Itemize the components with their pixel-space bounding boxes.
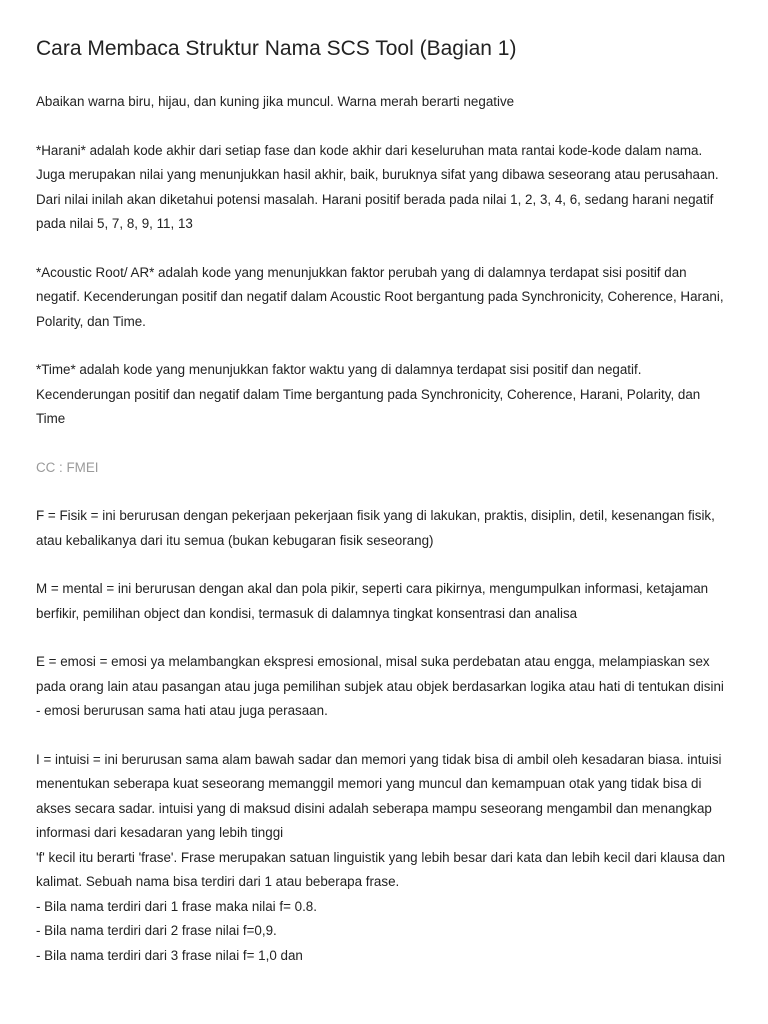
paragraph-emosi: E = emosi = emosi ya melambangkan ekspresi emosional, misal suka perdebatan atau engga, melampiaskan sex pada orang lain atau pasangan atau juga pemilihan subjek atau objek berdasarkan logika atau hati di tentukan disini - emosi berurusan sama hati atau juga perasaan. [36,654,724,718]
paragraph-harani: *Harani* adalah kode akhir dari setiap fase dan kode akhir dari keseluruhan mata rantai kode-kode dalam nama. Juga merupakan nilai yang menunjukkan hasil akhir, baik, buruknya sifat yang dibawa seseorang atau perusahaan. Dari nilai inilah akan diketahui potensi masalah. Harani positif berada pada nilai 1, 2, 3, 4, 6, sedang harani negatif pada nilai 5, 7, 8, 9, 11, 13 [36,142,719,231]
paragraph-mental: M = mental = ini berurusan dengan akal dan pola pikir, seperti cara pikirnya, mengumpulkan informasi, ketajaman berfikir, pemilihan object dan kondisi, termasuk di dalamnya tingkat konsentrasi dan analisa [36,581,709,621]
frase-rule-2: - Bila nama terdiri dari 2 frase nilai f=0,9. [36,923,277,938]
paragraph-intuisi-frase [36,748,732,969]
paragraph-fisik: F = Fisik = ini berurusan dengan pekerjaan pekerjaan fisik yang di lakukan, praktis, disiplin, detil, kesenangan fisik, atau kebalikanya dari itu semua (bukan kebugaran fisik seseorang) [36,508,715,548]
frase-rule-3: - Bila nama terdiri dari 3 frase nilai f= 1,0 dan [36,947,303,963]
frase-rule-1: - Bila nama terdiri dari 1 frase maka nilai f= 0.8. [36,898,317,914]
intuisi-text: I = intuisi = ini berurusan sama alam bawah sadar dan memori yang tidak bisa di ambil oleh kesadaran biasa. intuisi menentukan seberapa kuat seseorang memanggil memori yang muncul dan kemampuan otak yang tidak bisa di akses secara sadar. intuisi yang di maksud disini adalah seberapa mampu seseorang mengambil dan menangkap informasi dari kesadaran yang lebih tinggi [36,751,722,840]
frase-text: 'f' kecil itu berarti 'frase'. Frase merupakan satuan linguistik yang lebih besar dari kata dan lebih kecil dari klausa dan kalimat. Sebuah nama bisa terdiri dari 1 atau beberapa frase. [36,849,726,889]
page-title: Cara Membaca Struktur Nama SCS Tool (Bagian 1) [36,37,517,60]
paragraph-time: *Time* adalah kode yang menunjukkan faktor waktu yang di dalamnya terdapat sisi positif dan negatif. Kecenderungan positif dan negatif dalam Time bergantung pada Synchronicity, Coherence, Harani, Polarity, dan Time [36,362,701,426]
paragraph-acoustic-root: *Acoustic Root/ AR* adalah kode yang menunjukkan faktor perubah yang di dalamnya terdapat sisi positif dan negatif. Kecenderungan positif dan negatif dalam Acoustic Root bergantung pada Synchronicity, Coherence, Harani, Polarity, dan Time. [36,264,724,329]
paragraph-color-note: Abaikan warna biru, hijau, dan kuning jika muncul. Warna merah berarti negative [36,94,515,109]
paragraph-cc-fmei: CC : FMEI [36,459,99,475]
